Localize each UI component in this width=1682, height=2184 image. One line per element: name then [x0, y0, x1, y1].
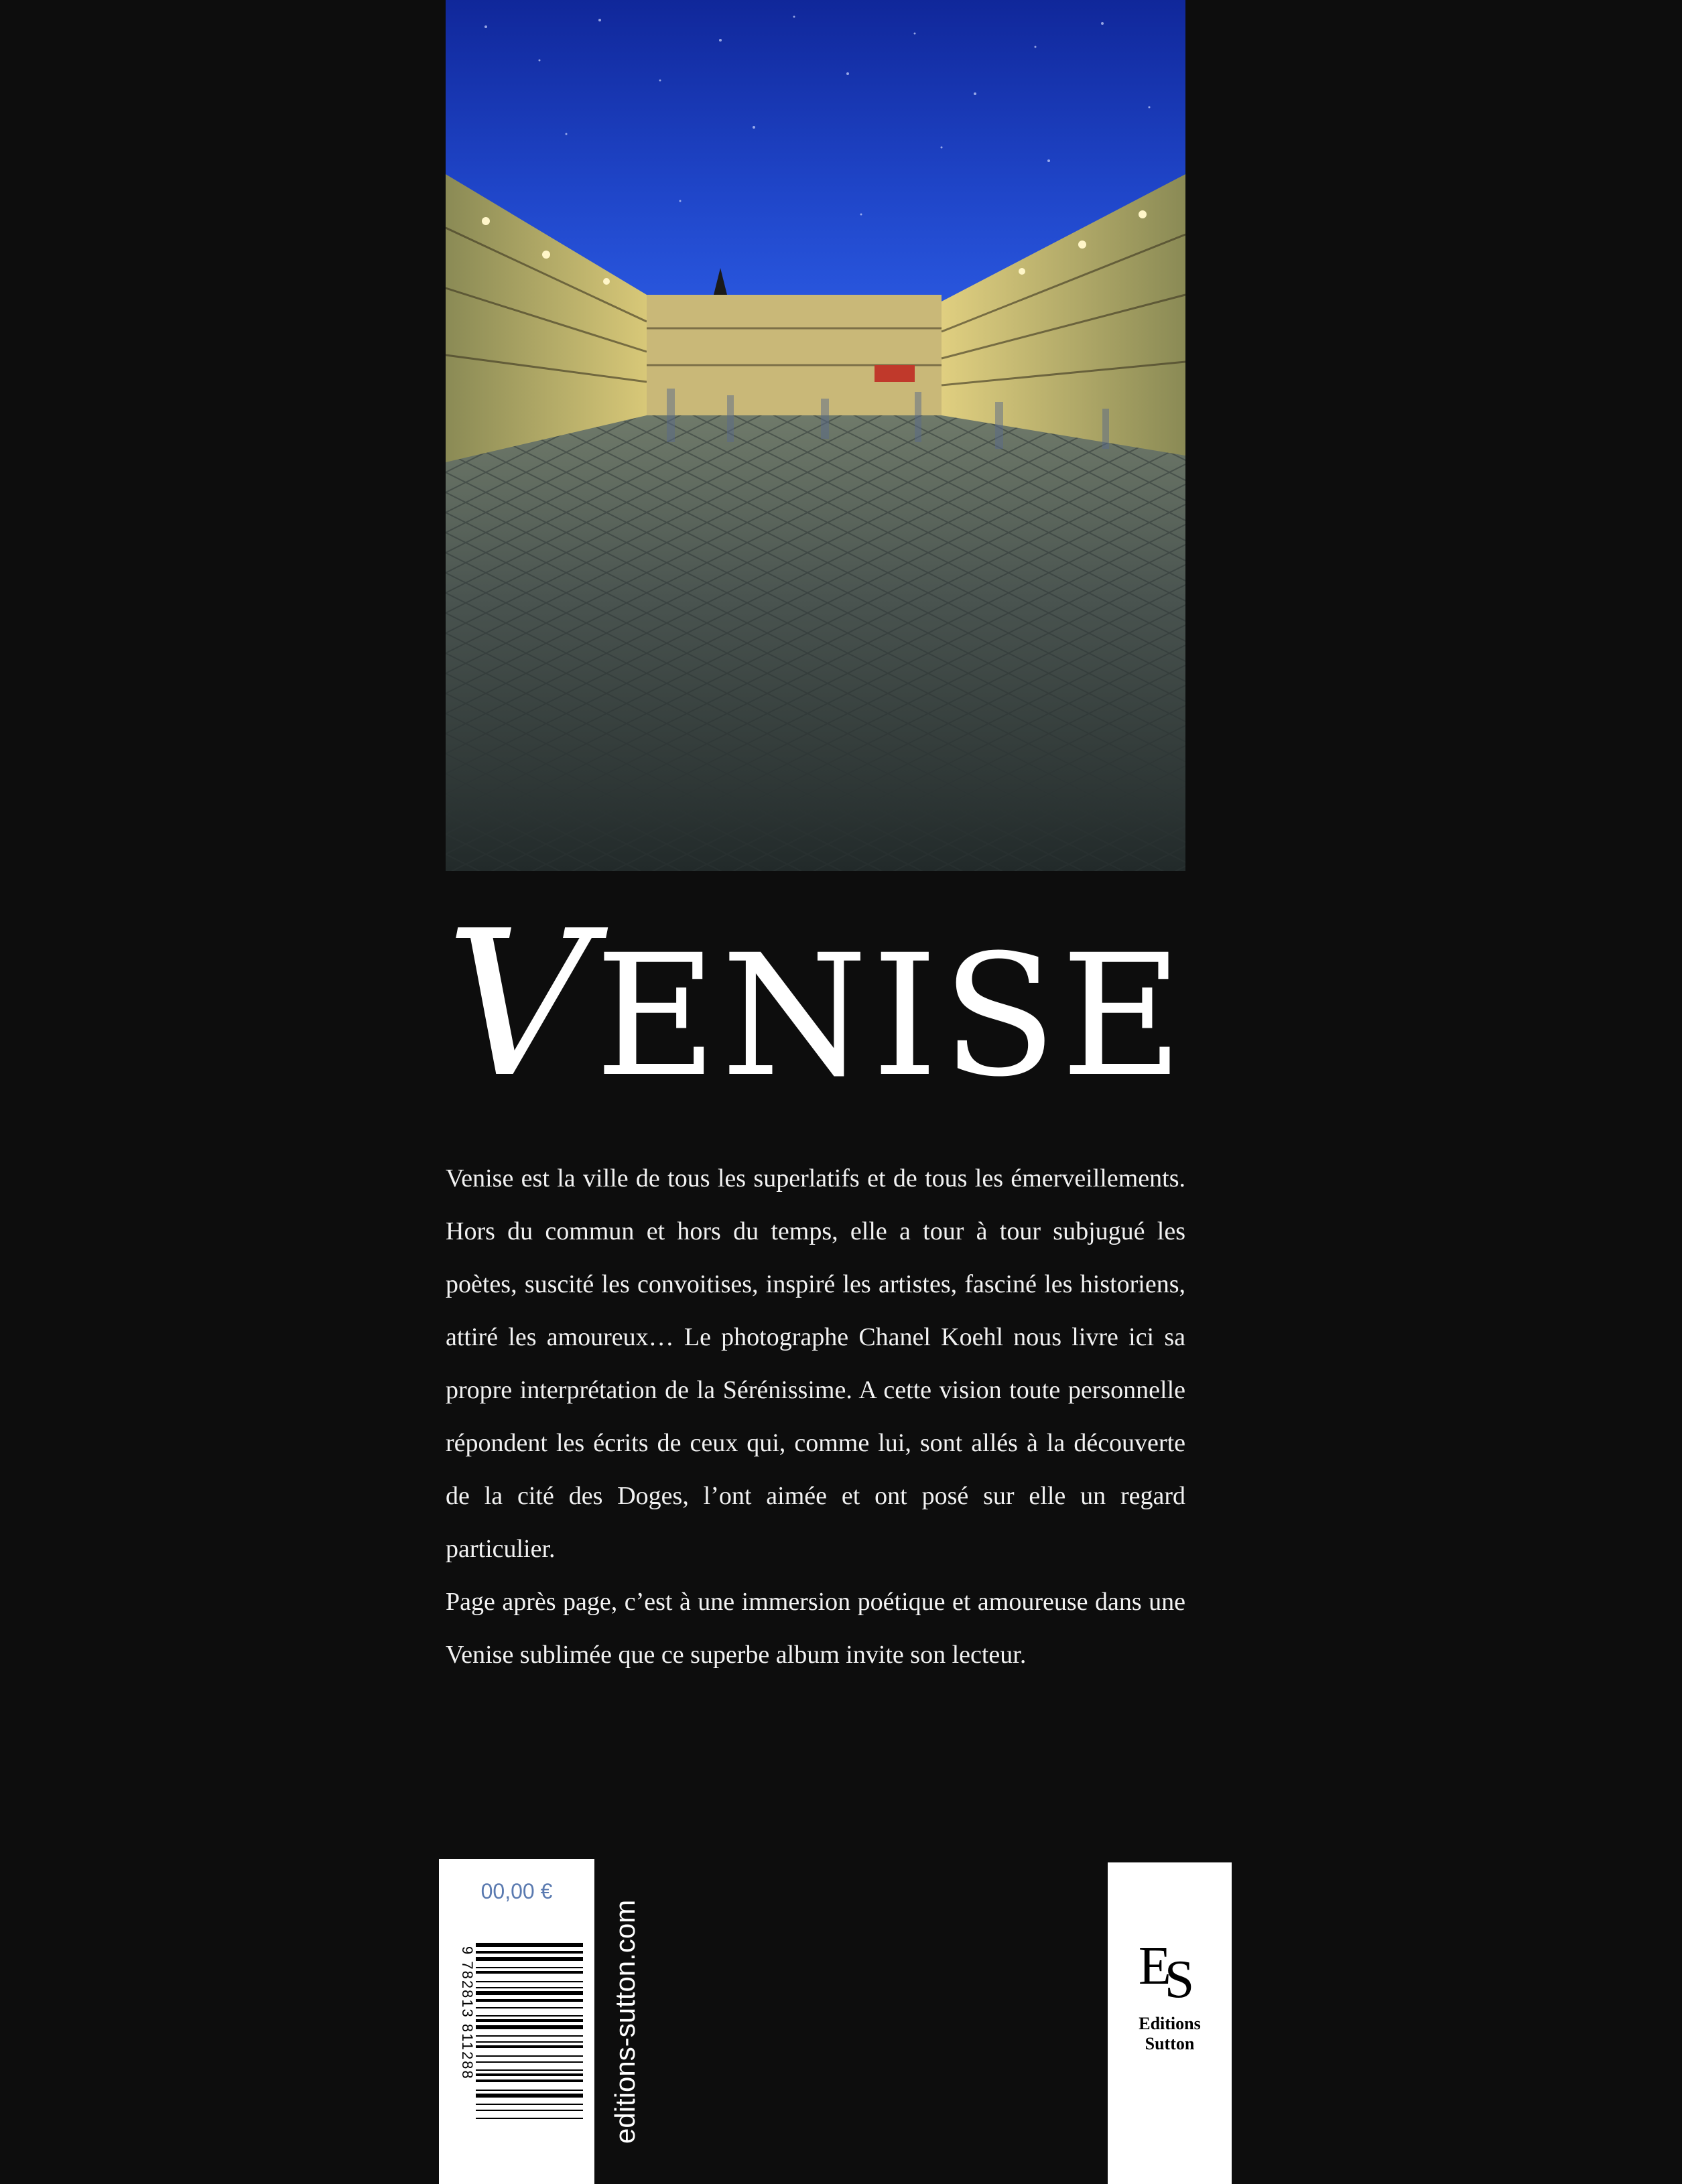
publisher-name: [1108, 2014, 1232, 2054]
barcode-bar: [476, 2035, 583, 2037]
publisher-name-line2: Sutton: [1145, 2034, 1195, 2053]
back-cover-blurb: [446, 1152, 1185, 1682]
barcode: [476, 1943, 583, 2164]
barcode-bar: [476, 2069, 583, 2071]
barcode-bar: [476, 2061, 583, 2063]
barcode-bar: [476, 2104, 583, 2105]
barcode-bar: [476, 2045, 583, 2048]
barcode-bar: [476, 2041, 583, 2043]
book-title: [446, 888, 1187, 1121]
barcode-bar: [476, 2073, 583, 2076]
barcode-bar: [476, 2019, 583, 2022]
isbn-digits-text: 9 782813 811288: [459, 1946, 476, 2080]
blurb-paragraph-1: Venise est la ville de tous les superlatifs et de tous les émerveillements. Hors du commun et hors du temps, elle a tour à tour subjugué les poètes, suscité les convoitises, inspiré les artistes, fasciné les historiens, attiré les amoureux… Le photographe Chanel Koehl nous livre ici sa propre interprétation de la Sérénissime. A cette vision toute personnelle répondent les écrits de ceux qui, comme lui, sont allés à la découverte de la cité des Doges, l’ont aimée et ont posé sur elle un regard particulier.: [446, 1164, 1185, 1563]
website-text: editions-sutton.com: [609, 1899, 641, 2144]
price-barcode-card: [439, 1859, 594, 2184]
barcode-bar: [476, 2079, 583, 2082]
isbn-digits: [449, 1946, 476, 2167]
barcode-bar: [476, 2007, 583, 2008]
barcode-bar: [476, 2094, 583, 2098]
barcode-bar: [476, 1943, 583, 1947]
barcode-bar: [476, 1981, 583, 1982]
barcode-bar: [476, 1951, 583, 1954]
blurb-paragraph-2: Page après page, c’est à une immersion poétique et amoureuse dans une Venise sublimée que ce superbe album invite son lecteur.: [446, 1588, 1185, 1669]
barcode-bar: [476, 1957, 583, 1961]
publisher-logo-card: [1108, 1862, 1232, 2184]
barcode-bar: [476, 2015, 583, 2017]
price-label: 00,00 €: [480, 1879, 553, 1903]
barcode-bar: [476, 1991, 583, 1995]
publisher-name-line1: Editions: [1139, 2014, 1201, 2033]
cover-photo: [446, 0, 1185, 871]
barcode-bar: [476, 1999, 583, 2002]
barcode-bar: [476, 2118, 583, 2119]
website-url: [606, 1862, 647, 2144]
barcode-bar: [476, 2055, 583, 2057]
barcode-bar: [476, 1967, 583, 1968]
title-initial: V: [446, 888, 595, 1121]
barcode-bar: [476, 2025, 583, 2029]
logo-letter-e: E: [1138, 1937, 1171, 1996]
publisher-logo-mark: [1108, 1936, 1232, 2009]
title-rest: ENISE: [594, 918, 1187, 1113]
barcode-bar: [476, 1971, 583, 1974]
barcode-bar: [476, 2110, 583, 2111]
barcode-bar: [476, 1987, 583, 1988]
ala-napoleonica: [647, 295, 942, 415]
barcode-bar: [476, 2090, 583, 2091]
logo-letter-s: S: [1164, 1950, 1195, 2009]
